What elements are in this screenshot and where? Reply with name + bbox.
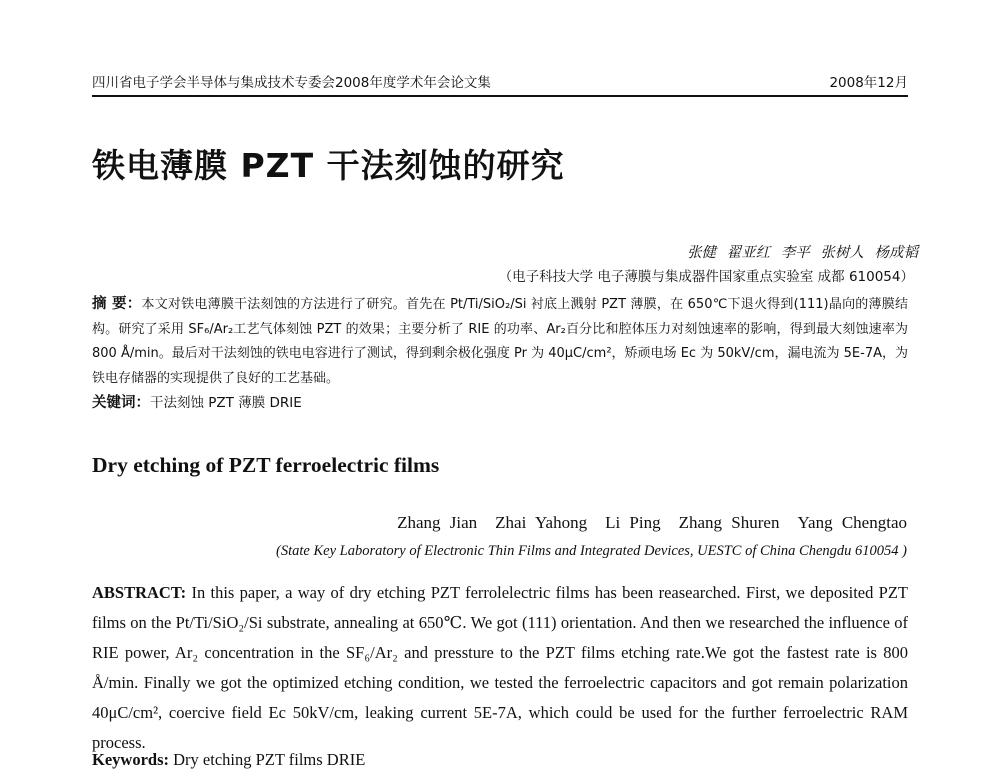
author-name: Zhang Jian (397, 513, 478, 532)
author-name: Yang Chengtao (797, 513, 907, 532)
chinese-keywords-label: 关键词： (92, 395, 150, 411)
english-keywords (92, 748, 365, 772)
chinese-abstract-text: 本文对铁电薄膜干法刻蚀的方法进行了研究。首先在 Pt/Ti/SiO₂/Si 衬底上溅射 PZT 薄膜，在 650℃下退火得到(111)晶向的薄膜结构。研究了采用 SF₆/Ar₂工艺气体刻蚀 PZT 的效果；主要分析了 RIE 的功率、Ar₂百分比和腔体压力对刻蚀速率的影响，得到最大刻蚀速率为 800 Å/min。最后对干法刻蚀的铁电电容进行了测试，得到剩余极化强度 Pr 为 40μC/cm²，矫顽电场 Ec 为 50kV/cm，漏电流为 5E-7A，为铁电存储器的实现提供了良好的工艺基础。 (92, 297, 908, 386)
english-abstract-label: ABSTRACT: (92, 583, 187, 602)
chinese-keywords (92, 392, 302, 414)
english-authors (397, 511, 907, 535)
author-name: Li Ping (605, 513, 661, 532)
author-name: Zhai Yahong (495, 513, 588, 532)
chinese-abstract-label: 摘 要： (92, 296, 142, 312)
english-title: Dry etching of PZT ferroelectric films (92, 453, 440, 477)
chinese-affiliation: （电子科技大学 电子薄膜与集成器件国家重点实验室 成都 610054） (498, 269, 914, 285)
english-abstract (92, 578, 908, 758)
running-header (92, 73, 908, 97)
proceedings-title: 四川省电子学会半导体与集成技术专委会2008年度学术年会论文集 (92, 75, 491, 91)
english-affiliation: (State Key Laboratory of Electronic Thin Films and Integrated Devices, UESTC of China Chengdu 610054 ) (276, 543, 907, 559)
english-keywords-text: Dry etching PZT films DRIE (169, 750, 366, 769)
publication-date: 2008年12月 (829, 75, 908, 91)
chinese-title: 铁电薄膜 PZT 干法刻蚀的研究 (92, 146, 565, 185)
author-name: Zhang Shuren (678, 513, 780, 532)
chinese-keywords-text: 干法刻蚀 PZT 薄膜 DRIE (150, 395, 302, 411)
english-keywords-label: Keywords: (92, 750, 169, 769)
chinese-authors: 张健 翟亚红 李平 张树人 杨成韬 (687, 245, 918, 261)
english-abstract-text: In this paper, a way of dry etching PZT ferrolelectric films has been reasearched. First, we deposited PZT films on the Pt/Ti/SiO₂/Si substrate, annealing at 650℃. We got (111) orientation. And then we researched the influence of RIE power, Ar₂ concentration in the SF₆/Ar₂ and pressture to the PZT films etching rate.We got the fastest rate is 800 Å/min. Finally we got the optimized etching condition, we tested the ferroelectric capacitors and got remain polarization 40μC/cm², coercive field Ec 50kV/cm, leaking current 5E-7A, which could be used for the further ferroelectric RAM process. (92, 583, 908, 752)
chinese-abstract (92, 292, 908, 391)
